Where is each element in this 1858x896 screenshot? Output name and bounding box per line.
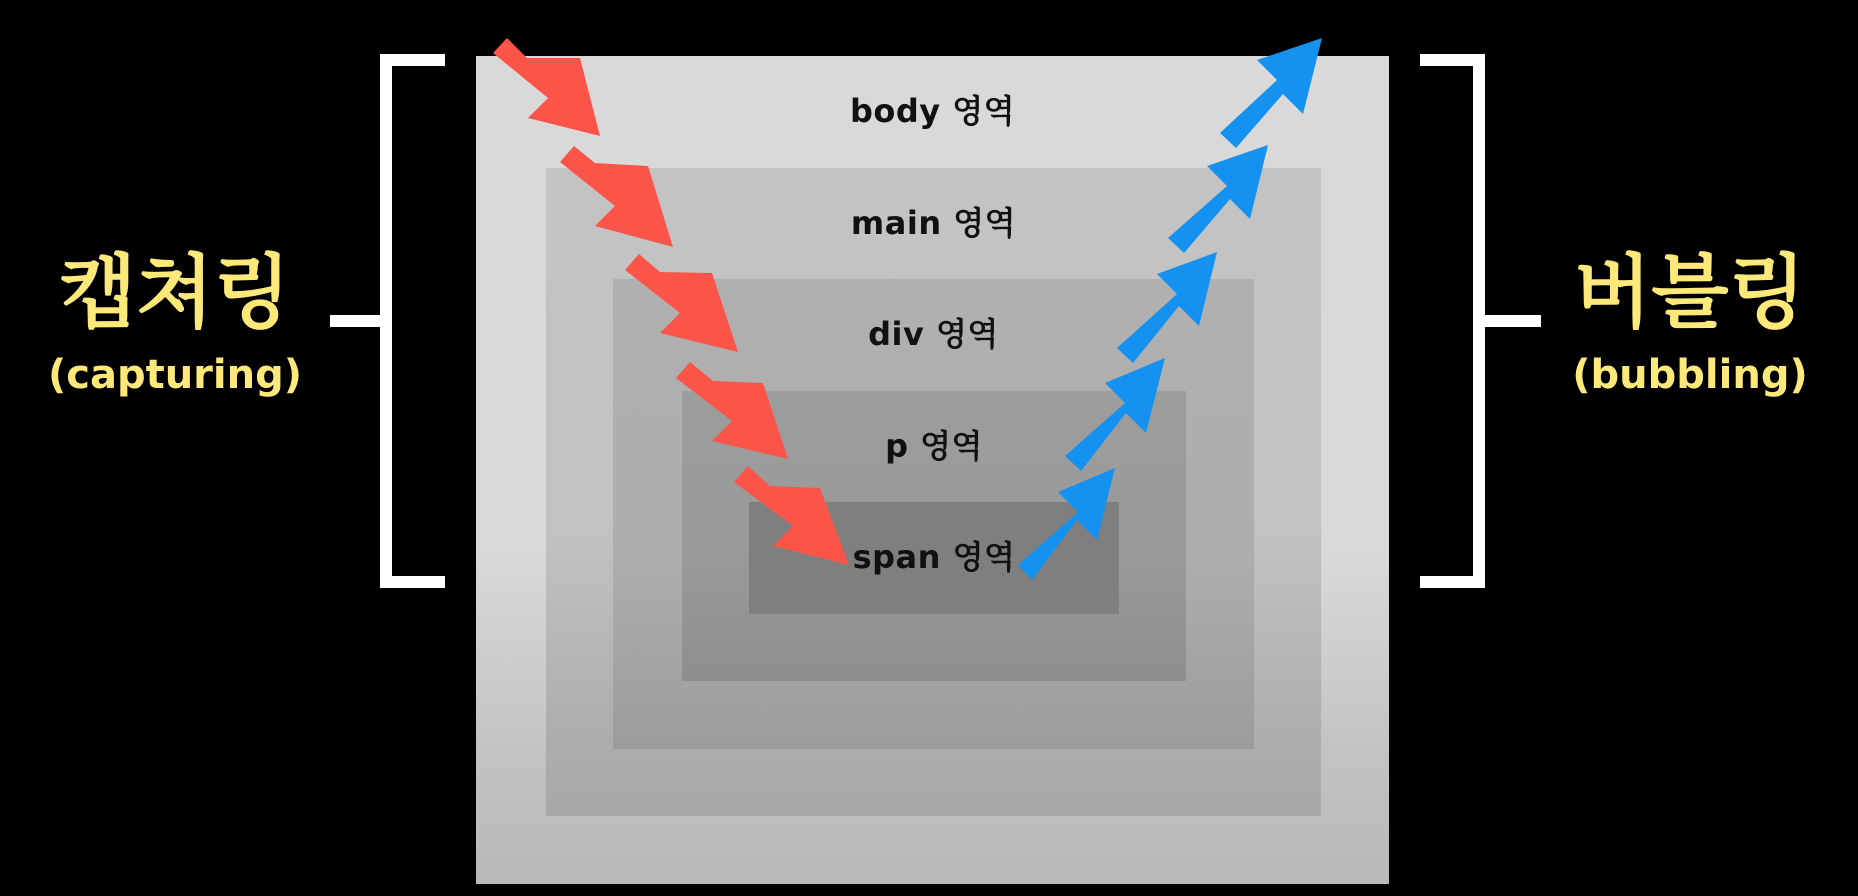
bubble-arrow-icon	[1065, 358, 1165, 471]
span-label: span 영역	[852, 538, 1016, 576]
capture-arrow-icon	[493, 38, 600, 136]
capturing-subtitle: (capturing)	[47, 352, 303, 398]
bubble-arrow-icon	[1018, 468, 1115, 580]
bubble-arrow-icon	[1220, 38, 1322, 148]
bubbling-title: 버블링	[1574, 246, 1806, 339]
p-label: p 영역	[885, 427, 983, 465]
body-label: body 영역	[849, 92, 1016, 130]
capture-arrow-icon	[560, 146, 673, 247]
bubble-arrow-icon	[1168, 145, 1268, 253]
capture-arrow-icon	[625, 254, 738, 352]
main-label: main 영역	[850, 204, 1017, 242]
capturing-title: 캡쳐링	[59, 246, 291, 339]
capture-arrow-icon	[734, 466, 849, 565]
right-bracket	[1420, 60, 1541, 582]
left-bracket	[330, 60, 445, 582]
bubble-arrow-icon	[1117, 252, 1217, 363]
div-label: div 영역	[868, 315, 999, 353]
capture-arrow-icon	[676, 362, 788, 459]
bubbling-subtitle: (bubbling)	[1572, 352, 1808, 398]
